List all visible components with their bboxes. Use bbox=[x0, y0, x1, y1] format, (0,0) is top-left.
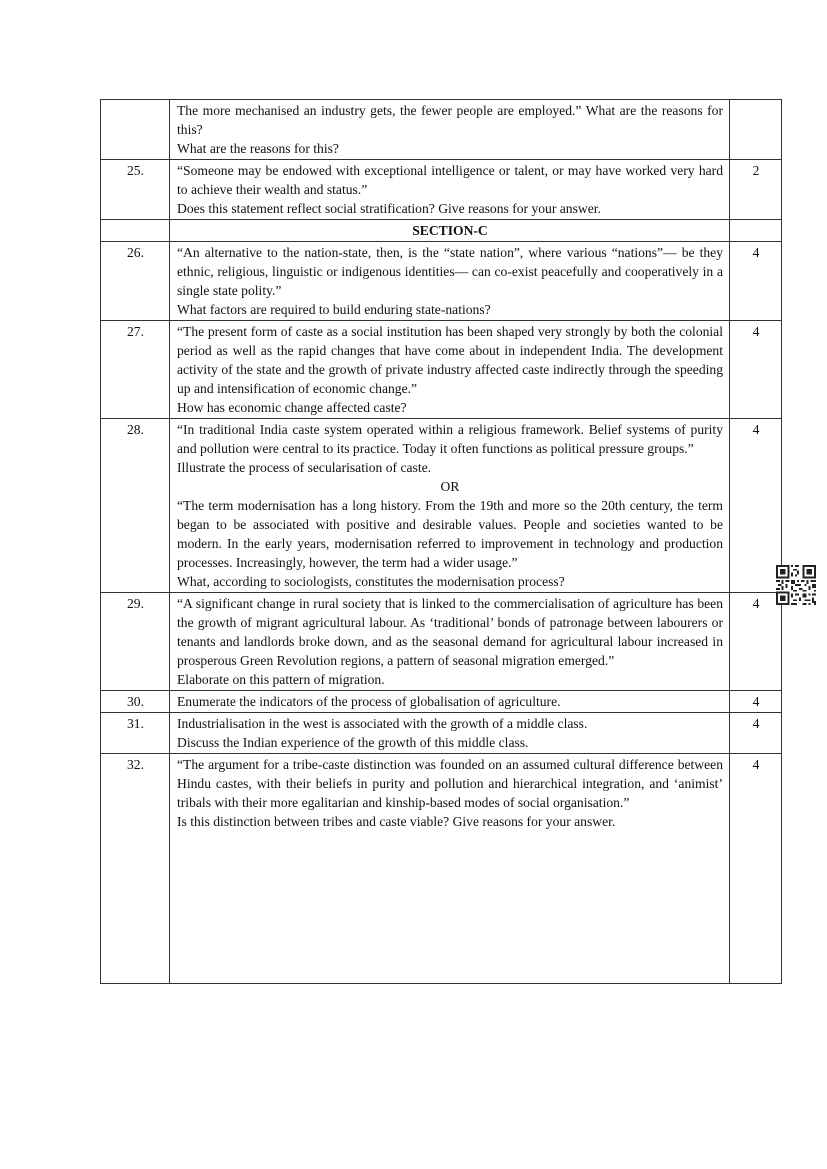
question-number: 25. bbox=[101, 160, 170, 220]
question-quote: “Someone may be endowed with exceptional intelligence or talent, or may have worked very hard to achieve their wealth and status.” bbox=[177, 163, 723, 197]
section-row bbox=[101, 220, 782, 242]
question-text bbox=[170, 691, 730, 713]
question-prompt: Discuss the Indian experience of the growth of this middle class. bbox=[177, 735, 529, 750]
question-quote: The more mechanised an industry gets, the fewer people are employed.” What are the reasons for this? bbox=[177, 103, 723, 137]
question-text bbox=[170, 593, 730, 691]
question-quote: “In traditional India caste system operated within a religious framework. Belief systems of purity and pollution were central to its practice. Today it often functions as political pressure groups.” bbox=[177, 422, 723, 456]
question-text bbox=[170, 419, 730, 593]
question-prompt: What factors are required to build enduring state-nations? bbox=[177, 302, 491, 317]
table-row bbox=[101, 754, 782, 984]
question-alt-quote: “The term modernisation has a long history. From the 19th and more so the 20th century, the term began to be associated with positive and desirable values. People and societies wanted to be modern. In the early years, modernisation referred to improvement in technology and production processes. Increasingly, however, the term had a wider usage.” bbox=[177, 498, 723, 570]
question-marks bbox=[730, 100, 782, 160]
question-marks: 4 bbox=[730, 321, 782, 419]
or-separator: OR bbox=[440, 479, 460, 494]
question-text bbox=[170, 713, 730, 754]
question-text bbox=[170, 160, 730, 220]
table-row bbox=[101, 713, 782, 754]
table-row bbox=[101, 321, 782, 419]
question-marks: 4 bbox=[730, 419, 782, 593]
question-marks: 4 bbox=[730, 713, 782, 754]
question-number bbox=[101, 100, 170, 160]
table-row bbox=[101, 242, 782, 321]
question-marks: 2 bbox=[730, 160, 782, 220]
question-quote: “The argument for a tribe-caste distinction was founded on an assumed cultural difference between Hindu castes, with their beliefs in purity and pollution and hierarchical integration, and ‘animist’ tribals with their more egalitarian and kinship-based modes of social organisation.” bbox=[177, 757, 723, 810]
question-text bbox=[170, 321, 730, 419]
question-number: 32. bbox=[101, 754, 170, 984]
question-marks: 4 bbox=[730, 754, 782, 984]
question-number: 29. bbox=[101, 593, 170, 691]
question-marks: 4 bbox=[730, 593, 782, 691]
question-quote: Industrialisation in the west is associated with the growth of a middle class. bbox=[177, 716, 588, 731]
question-quote: “The present form of caste as a social institution has been shaped very strongly by both the colonial period as well as the rapid changes that have come about in independent India. The development activity of the state and the growth of private industry affected caste indirectly through the speeding up and intensification of economic change.” bbox=[177, 324, 723, 396]
table-row bbox=[101, 593, 782, 691]
question-prompt: How has economic change affected caste? bbox=[177, 400, 407, 415]
question-text bbox=[170, 754, 730, 984]
table-row bbox=[101, 691, 782, 713]
question-prompt: Is this distinction between tribes and caste viable? Give reasons for your answer. bbox=[177, 814, 616, 829]
question-quote: “An alternative to the nation-state, then, is the “state nation”, where various “nations”— be they ethnic, religious, linguistic or indigenous identities— can co-exist peacefully and cooperatively in a single state polity.” bbox=[177, 245, 723, 298]
question-text bbox=[170, 100, 730, 160]
table-row bbox=[101, 419, 782, 593]
question-prompt: Enumerate the indicators of the process of globalisation of agriculture. bbox=[177, 694, 561, 709]
question-marks: 4 bbox=[730, 691, 782, 713]
table-row bbox=[101, 160, 782, 220]
question-number: 26. bbox=[101, 242, 170, 321]
question-prompt: Elaborate on this pattern of migration. bbox=[177, 672, 385, 687]
section-heading: SECTION-C bbox=[170, 220, 730, 242]
question-quote: “A significant change in rural society that is linked to the commercialisation of agriculture has been the growth of migrant agricultural labour. As ‘traditional’ bonds of patronage between labourers or tenants and landlords broke down, and as the seasonal demand for agricultural labour increased in prosperous Green Revolution regions, a pattern of seasonal migration emerged.” bbox=[177, 596, 723, 668]
question-table bbox=[100, 99, 782, 984]
question-number: 31. bbox=[101, 713, 170, 754]
question-number: 27. bbox=[101, 321, 170, 419]
question-marks: 4 bbox=[730, 242, 782, 321]
question-text bbox=[170, 242, 730, 321]
table-row bbox=[101, 100, 782, 160]
question-number: 28. bbox=[101, 419, 170, 593]
question-alt-prompt: What, according to sociologists, constitutes the modernisation process? bbox=[177, 574, 565, 589]
question-number: 30. bbox=[101, 691, 170, 713]
question-prompt: Does this statement reflect social stratification? Give reasons for your answer. bbox=[177, 201, 601, 216]
qr-code-icon bbox=[776, 565, 816, 605]
question-prompt: What are the reasons for this? bbox=[177, 141, 339, 156]
question-prompt: Illustrate the process of secularisation of caste. bbox=[177, 460, 432, 475]
